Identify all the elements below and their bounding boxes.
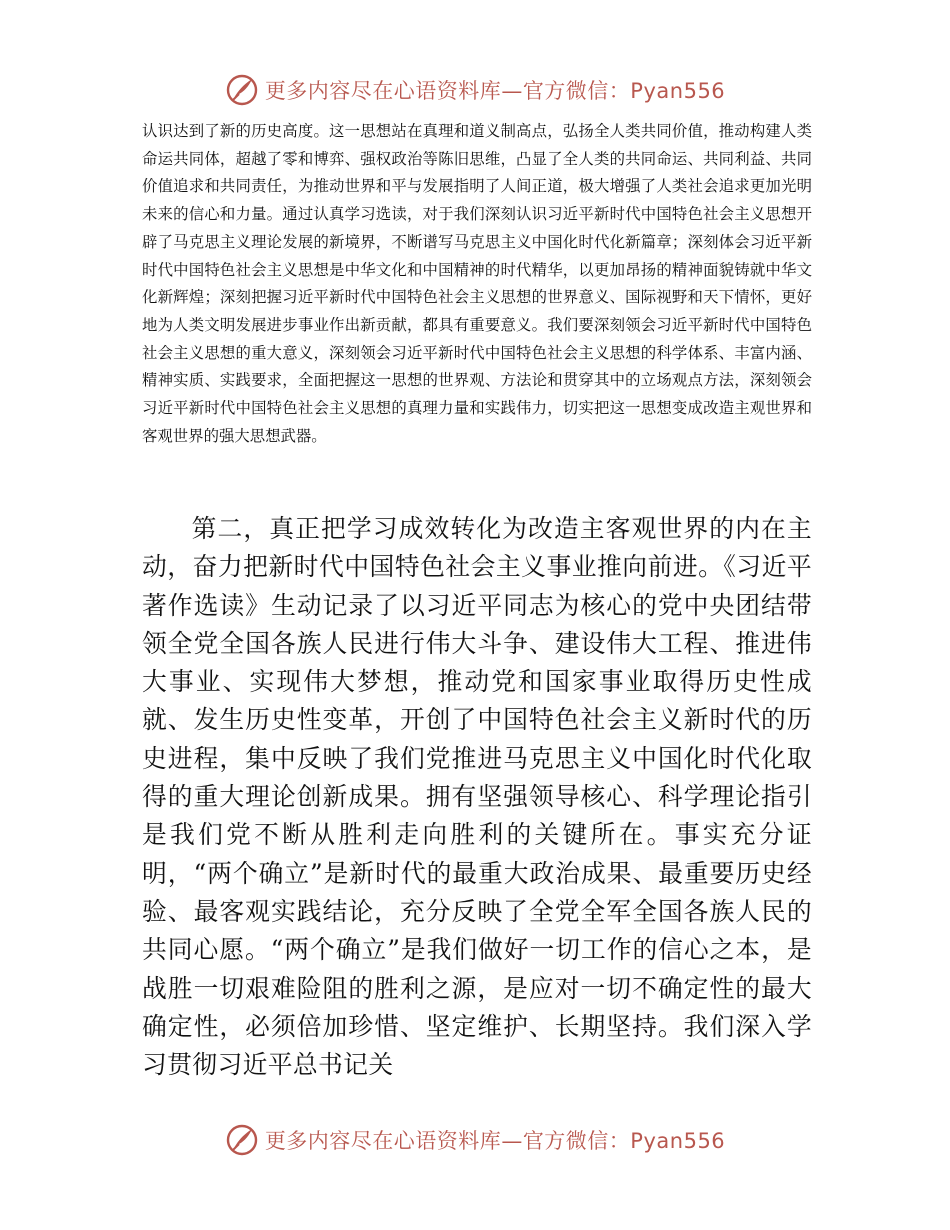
feather-circle-logo-icon	[225, 73, 259, 107]
feather-circle-logo-icon	[225, 1123, 259, 1157]
banner-text	[265, 1125, 725, 1155]
body-paragraph-1: 认识达到了新的历史高度。这一思想站在真理和道义制高点，弘扬全人类共同价值，推动构建人类命运共同体，超越了零和博弈、强权政治等陈旧思维，凸显了全人类的共同命运、共同利益、共同价值追求和共同责任，为推动世界和平与发展指明了人间正道，极大增强了人类社会追求更加光明未来的信心和力量。通过认真学习选读，对于我们深刻认识习近平新时代中国特色社会主义思想开辟了马克思主义理论发展的新境界，不断谱写马克思主义中国化时代化新篇章；深刻体会习近平新时代中国特色社会主义思想是中华文化和中国精神的时代精华，以更加昂扬的精神面貌铸就中华文化新辉煌；深刻把握习近平新时代中国特色社会主义思想的世界意义、国际视野和天下情怀，更好地为人类文明发展进步事业作出新贡献，都具有重要意义。我们要深刻领会习近平新时代中国特色社会主义思想的重大意义，深刻领会习近平新时代中国特色社会主义思想的科学体系、丰富内涵、精神实质、实践要求，全面把握这一思想的世界观、方法论和贯穿其中的立场观点方法，深刻领会习近平新时代中国特色社会主义思想的真理力量和实践伟力，切实把这一思想变成改造主观世界和客观世界的强大思想武器。	[142, 122, 812, 445]
footer-banner	[0, 1118, 950, 1162]
banner-text	[265, 75, 725, 105]
banner-text-right: 官方微信：Pyan556	[522, 79, 726, 103]
body-paragraph-2: 第二，真正把学习成效转化为改造主客观世界的内在主动，奋力把新时代中国特色社会主义事业推向前进。《习近平著作选读》生动记录了以习近平同志为核心的党中央团结带领全党全国各族人民进行伟大斗争、建设伟大工程、推进伟大事业、实现伟大梦想，推动党和国家事业取得历史性成就、发生历史性变革，开创了中国特色社会主义新时代的历史进程，集中反映了我们党推进马克思主义中国化时代化取得的重大理论创新成果。拥有坚强领导核心、科学理论指引是我们党不断从胜利走向胜利的关键所在。事实充分证明，“两个确立”是新时代的最重大政治成果、最重要历史经验、最客观实践结论，充分反映了全党全军全国各族人民的共同心愿。“两个确立”是我们做好一切工作的信心之本，是战胜一切艰难险阻的胜利之源，是应对一切不确定性的最大确定性，必须倍加珍惜、坚定维护、长期坚持。我们深入学习贯彻习近平总书记关	[142, 514, 812, 1080]
banner-text-left: 更多内容尽在心语资料库	[264, 79, 502, 103]
banner-dash: —	[501, 1129, 523, 1153]
header-banner	[0, 68, 950, 112]
banner-dash: —	[501, 79, 523, 103]
banner-text-left: 更多内容尽在心语资料库	[264, 1129, 502, 1153]
banner-text-right: 官方微信：Pyan556	[522, 1129, 726, 1153]
